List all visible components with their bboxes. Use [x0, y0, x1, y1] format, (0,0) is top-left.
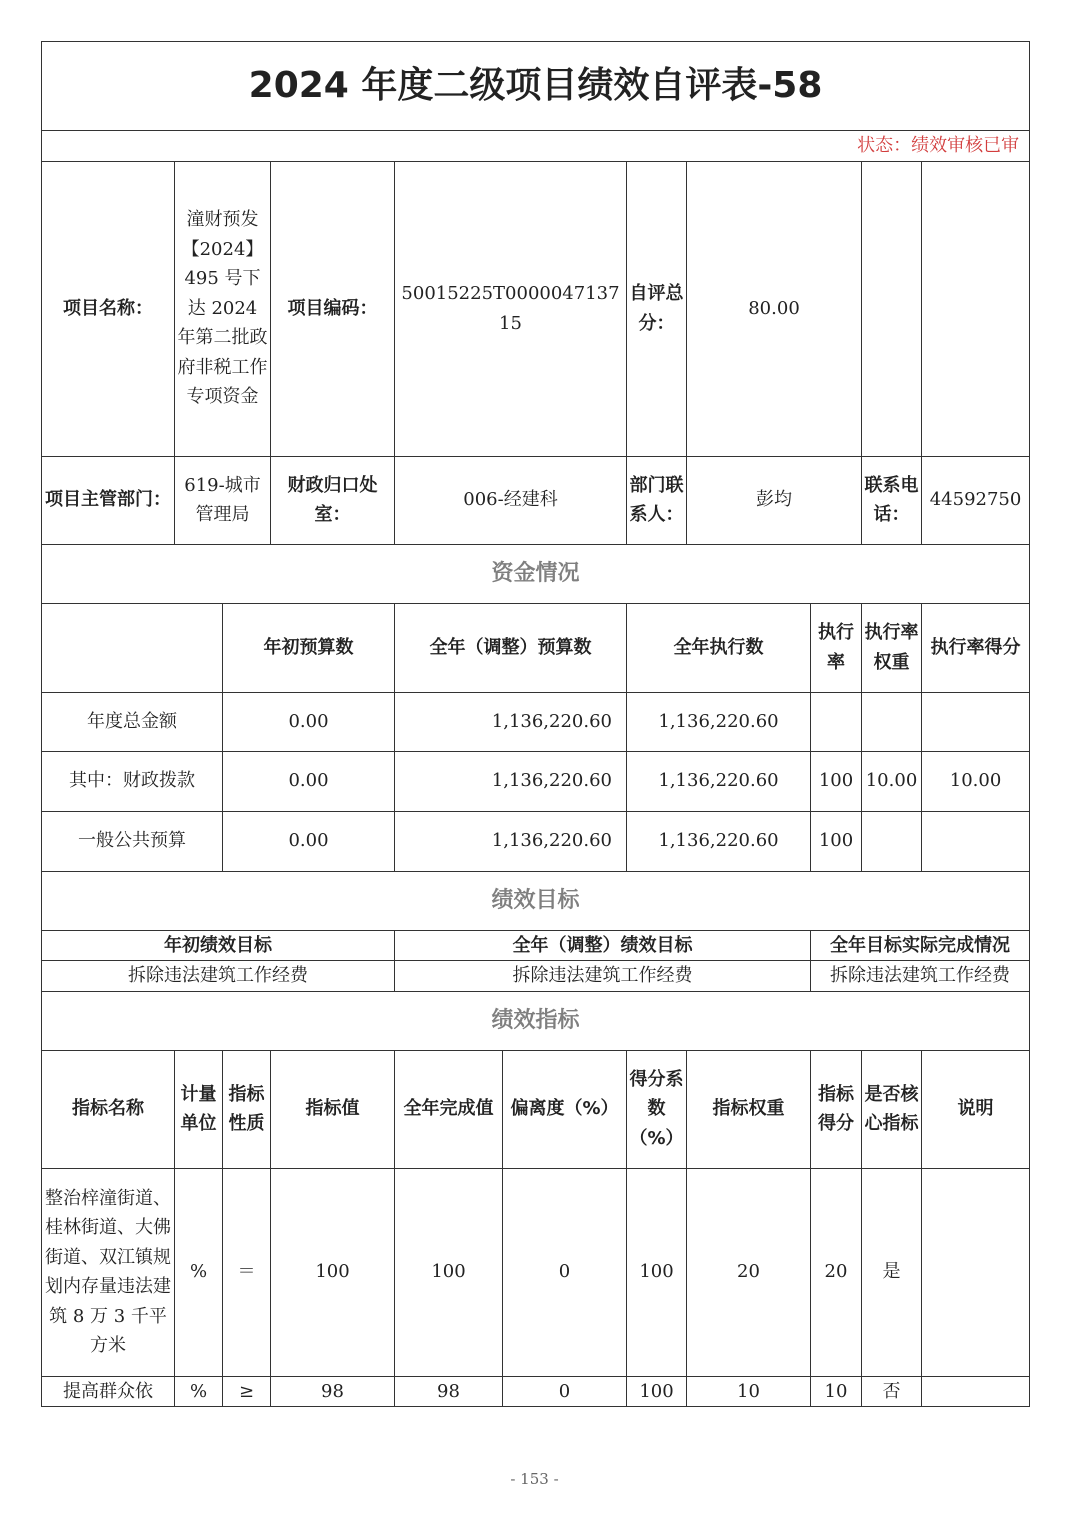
- goals-initial-value: 拆除违法建筑工作经费: [42, 961, 395, 992]
- funds-header-executed: 全年执行数: [627, 603, 811, 692]
- status-badge: 状态：绩效审核已审: [42, 131, 1030, 162]
- ind-note: [922, 1168, 1030, 1376]
- office-label: 财政归口处室：: [271, 456, 395, 544]
- ind-actual: 98: [395, 1376, 503, 1407]
- table-row: [42, 1376, 1030, 1407]
- evaluation-form: [41, 41, 1029, 1407]
- ind-name: 整治梓潼街道、桂林街道、大佛街道、双江镇规划内存量违法建筑 8 万 3 千平方米: [42, 1168, 175, 1376]
- funds-score: [922, 692, 1030, 751]
- empty-cell: [922, 161, 1030, 456]
- contact-value: 彭均: [687, 456, 862, 544]
- ind-score: 20: [811, 1168, 862, 1376]
- ind-coef: 100: [627, 1376, 687, 1407]
- ind-header-note: 说明: [922, 1050, 1030, 1168]
- funds-header-adjusted: 全年（调整）预算数: [395, 603, 627, 692]
- ind-deviation: 0: [503, 1376, 627, 1407]
- empty-cell: [862, 161, 922, 456]
- funds-executed: 1,136,220.60: [627, 751, 811, 811]
- ind-header-coef: 得分系数（%）: [627, 1050, 687, 1168]
- project-code-label: 项目编码：: [271, 161, 395, 456]
- ind-score: 10: [811, 1376, 862, 1407]
- funds-header-initial: 年初预算数: [223, 603, 395, 692]
- funds-score: 10.00: [922, 751, 1030, 811]
- ind-core: 否: [862, 1376, 922, 1407]
- funds-header-score: 执行率得分: [922, 603, 1030, 692]
- funds-row-label: 其中：财政拨款: [42, 751, 223, 811]
- funds-header-rate: 执行率: [811, 603, 862, 692]
- funds-row: [42, 692, 1030, 751]
- ind-coef: 100: [627, 1168, 687, 1376]
- funds-rate: 100: [811, 811, 862, 871]
- ind-header-unit: 计量单位: [175, 1050, 223, 1168]
- ind-nature: ＝: [223, 1168, 271, 1376]
- funds-adjusted: 1,136,220.60: [395, 751, 627, 811]
- funds-rate: 100: [811, 751, 862, 811]
- ind-header-score: 指标得分: [811, 1050, 862, 1168]
- ind-target: 98: [271, 1376, 395, 1407]
- ind-header-target: 指标值: [271, 1050, 395, 1168]
- ind-header-weight: 指标权重: [687, 1050, 811, 1168]
- dept-label: 项目主管部门：: [42, 456, 175, 544]
- funds-initial: 0.00: [223, 811, 395, 871]
- ind-header-core: 是否核心指标: [862, 1050, 922, 1168]
- office-value: 006-经建科: [395, 456, 627, 544]
- funds-weight: [862, 692, 922, 751]
- ind-header-nature: 指标性质: [223, 1050, 271, 1168]
- contact-label: 部门联系人：: [627, 456, 687, 544]
- funds-row: [42, 811, 1030, 871]
- funds-executed: 1,136,220.60: [627, 811, 811, 871]
- funds-row: [42, 751, 1030, 811]
- phone-label: 联系电话：: [862, 456, 922, 544]
- funds-executed: 1,136,220.60: [627, 692, 811, 751]
- dept-value: 619-城市管理局: [175, 456, 271, 544]
- project-name-value: 潼财预发【2024】495 号下达 2024 年第二批政府非税工作专项资金: [175, 161, 271, 456]
- ind-note: [922, 1376, 1030, 1407]
- goals-section-title: 绩效目标: [42, 871, 1030, 930]
- ind-weight: 10: [687, 1376, 811, 1407]
- ind-header-name: 指标名称: [42, 1050, 175, 1168]
- goals-header-initial: 年初绩效目标: [42, 930, 395, 961]
- funds-header-weight: 执行率权重: [862, 603, 922, 692]
- ind-weight: 20: [687, 1168, 811, 1376]
- goals-adjusted-value: 拆除违法建筑工作经费: [395, 961, 811, 992]
- goals-actual-value: 拆除违法建筑工作经费: [811, 961, 1030, 992]
- funds-section-title: 资金情况: [42, 544, 1030, 603]
- ind-header-actual: 全年完成值: [395, 1050, 503, 1168]
- page-number: - 153 -: [510, 1470, 559, 1488]
- funds-row-label: 一般公共预算: [42, 811, 223, 871]
- ind-nature: ≥: [223, 1376, 271, 1407]
- funds-rate: [811, 692, 862, 751]
- page-title: 2024 年度二级项目绩效自评表-58: [42, 42, 1030, 131]
- funds-header-empty: [42, 603, 223, 692]
- funds-adjusted: 1,136,220.60: [395, 811, 627, 871]
- table-row: [42, 1168, 1030, 1376]
- funds-initial: 0.00: [223, 692, 395, 751]
- ind-header-deviation: 偏离度（%）: [503, 1050, 627, 1168]
- funds-initial: 0.00: [223, 751, 395, 811]
- score-value: 80.00: [687, 161, 862, 456]
- funds-score: [922, 811, 1030, 871]
- score-label: 自评总分：: [627, 161, 687, 456]
- ind-core: 是: [862, 1168, 922, 1376]
- ind-name: 提高群众依: [42, 1376, 175, 1407]
- ind-unit: %: [175, 1376, 223, 1407]
- funds-weight: 10.00: [862, 751, 922, 811]
- goals-header-adjusted: 全年（调整）绩效目标: [395, 930, 811, 961]
- phone-value: 44592750: [922, 456, 1030, 544]
- ind-unit: %: [175, 1168, 223, 1376]
- project-code-value: 50015225T000004713715: [395, 161, 627, 456]
- goals-header-actual: 全年目标实际完成情况: [811, 930, 1030, 961]
- funds-adjusted: 1,136,220.60: [395, 692, 627, 751]
- ind-deviation: 0: [503, 1168, 627, 1376]
- ind-target: 100: [271, 1168, 395, 1376]
- funds-weight: [862, 811, 922, 871]
- project-name-label: 项目名称：: [42, 161, 175, 456]
- indicators-section-title: 绩效指标: [42, 991, 1030, 1050]
- ind-actual: 100: [395, 1168, 503, 1376]
- form-table: [41, 41, 1030, 1407]
- funds-row-label: 年度总金额: [42, 692, 223, 751]
